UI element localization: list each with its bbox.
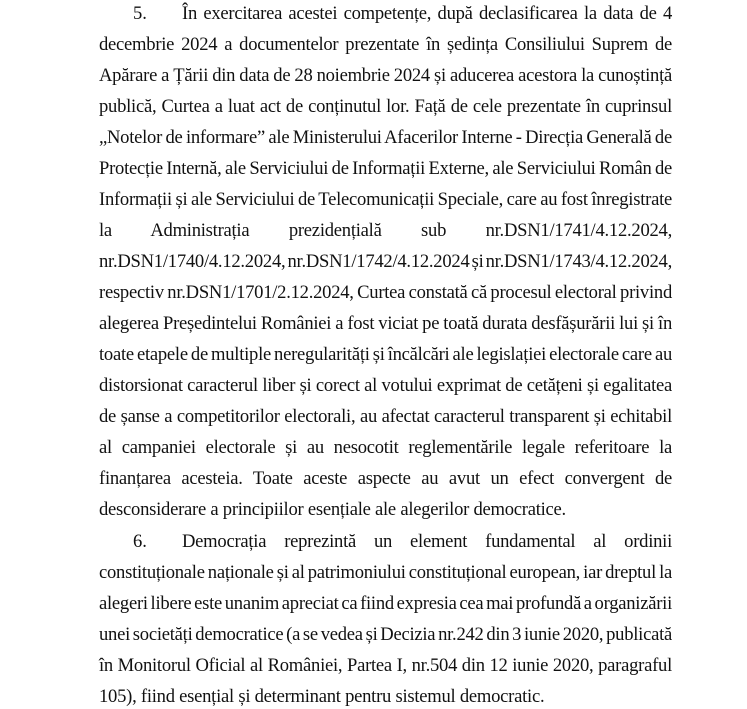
paragraph-number: 5. xyxy=(133,3,147,24)
text-line: al campaniei electorale și au nesocotit reglementările legale referitoare la xyxy=(99,437,672,458)
text-line: finanțarea acesteia. Toate aceste aspecte au avut un efect convergent de xyxy=(99,468,672,489)
text-line: alegeri libere este unanim apreciat ca fiind expresia cea mai profundă a organizării xyxy=(99,593,672,614)
text-line: Informații și ale Serviciului de Telecomunicații Speciale, care au fost înregistrate xyxy=(99,189,672,210)
text-line: respectiv nr.DSN1/1701/2.12.2024, Curtea constată că procesul electoral privind xyxy=(99,282,672,303)
text-line: constituționale naționale și al patrimoniului constituțional european, iar dreptul la xyxy=(99,562,672,583)
paragraph-number: 6. xyxy=(133,531,147,552)
text-line: Democrația reprezintă un element fundamental al ordinii xyxy=(182,531,672,552)
text-line: decembrie 2024 a documentelor prezentate în ședința Consiliului Suprem de xyxy=(99,34,672,55)
text-line: Apărare a Țării din data de 28 noiembrie 2024 și aducerea acestora la cunoștință xyxy=(99,65,672,86)
text-line: la Administrația prezidențială sub nr.DSN1/1741/4.12.2024, xyxy=(99,220,672,241)
text-line: distorsionat caracterul liber și corect al votului exprimat de cetățeni și egalitatea xyxy=(99,375,672,396)
text-line: În exercitarea acestei competențe, după declasificarea la data de 4 xyxy=(182,3,672,24)
text-line: în Monitorul Oficial al României, Partea I, nr.504 din 12 iunie 2020, paragraful xyxy=(99,655,672,676)
text-line: 105), fiind esențial și determinant pentru sistemul democratic. xyxy=(99,686,545,707)
text-line: publică, Curtea a luat act de conținutul lor. Față de cele prezentate în cuprinsul xyxy=(99,96,672,117)
text-line: unei societăți democratice (a se vedea și Decizia nr.242 din 3 iunie 2020, publicată xyxy=(99,624,672,645)
text-line: de șanse a competitorilor electorali, au afectat caracterul transparent și echitabil xyxy=(99,406,672,427)
text-line: „Notelor de informare” ale Ministerului Afacerilor Interne - Direcția Generală de xyxy=(99,127,672,148)
text-line: toate etapele de multiple neregularități și încălcări ale legislației electorale care au xyxy=(99,344,672,365)
text-line: Protecție Internă, ale Serviciului de Informații Externe, ale Serviciului Român de xyxy=(99,158,672,179)
text-line: nr.DSN1/1740/4.12.2024, nr.DSN1/1742/4.12.2024 și nr.DSN1/1743/4.12.2024, xyxy=(99,251,672,272)
text-line: desconsiderare a principiilor esențiale ale alegerilor democratice. xyxy=(99,499,566,520)
text-line: alegerea Președintelui României a fost viciat pe toată durata desfășurării lui și în xyxy=(99,313,672,334)
